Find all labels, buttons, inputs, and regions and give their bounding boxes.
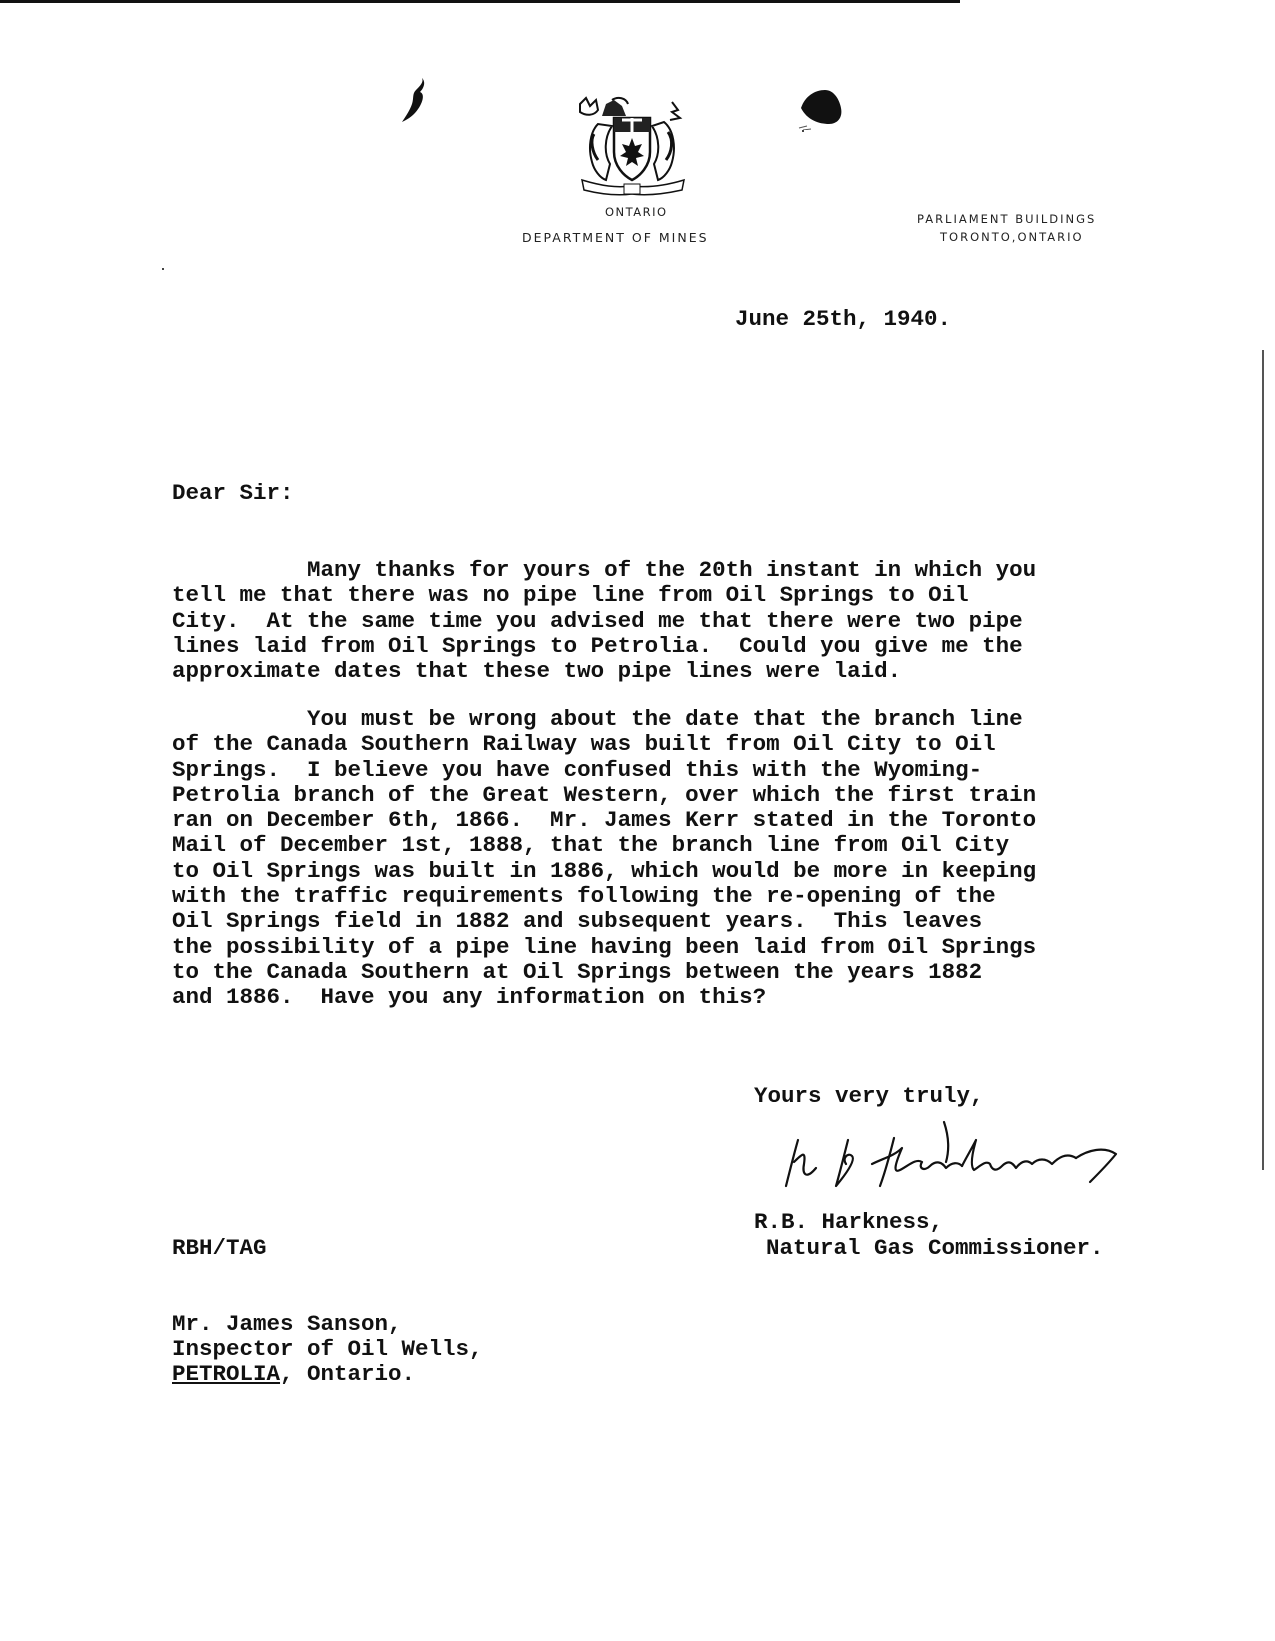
recipient-position: Inspector of Oil Wells, <box>172 1336 483 1362</box>
paragraph-line: ran on December 6th, 1866. Mr. James Kerr stated in the Toronto <box>172 807 1037 834</box>
recipient-city: PETROLIA <box>172 1361 281 1387</box>
letterhead-address-line1: PARLIAMENT BUILDINGS <box>917 212 1097 226</box>
paragraph-line: with the traffic requirements following the re-opening of the <box>172 883 996 910</box>
salutation: Dear Sir: <box>172 480 294 506</box>
paragraph-line: the possibility of a pipe line having been laid from Oil Springs <box>172 933 1037 960</box>
right-edge-shadow <box>1262 350 1264 1170</box>
letterhead-ontario: ONTARIO <box>605 205 668 219</box>
paragraph-line: approximate dates that these two pipe lines were laid. <box>172 658 902 685</box>
reference-initials: RBH/TAG <box>172 1235 267 1261</box>
paragraph-line: lines laid from Oil Springs to Petrolia. Could you give me the <box>172 632 1023 659</box>
recipient-address <box>172 1362 415 1387</box>
ink-mark-left-icon <box>400 76 434 126</box>
top-border-rule <box>0 0 960 3</box>
paragraph-line: Many thanks for yours of the 20th instant in which you <box>172 557 1037 583</box>
letterhead-department: DEPARTMENT OF MINES <box>522 230 709 245</box>
signer-name: R.B. Harkness, <box>754 1209 944 1235</box>
paragraph-line: tell me that there was no pipe line from Oil Springs to Oil <box>172 582 969 609</box>
paragraph-line: of the Canada Southern Railway was built from Oil City to Oil <box>172 731 996 758</box>
paper-speck <box>802 130 804 132</box>
closing: Yours very truly, <box>754 1083 984 1109</box>
paragraph-line: Springs. I believe you have confused this with the Wyoming- <box>172 756 983 783</box>
paragraph-line: and 1886. Have you any information on this? <box>172 984 767 1011</box>
recipient-name: Mr. James Sanson, <box>172 1311 402 1337</box>
body-paragraph-1 <box>172 558 1036 684</box>
recipient-city-suffix: , Ontario. <box>280 1361 416 1387</box>
paragraph-line: City. At the same time you advised me that there were two pipe <box>172 607 1023 634</box>
letterhead-address-line2: TORONTO,ONTARIO <box>940 230 1084 244</box>
body-paragraph-2 <box>172 707 1036 1011</box>
ink-mark-right-icon <box>797 86 845 130</box>
paragraph-line: You must be wrong about the date that the branch line <box>172 706 1023 732</box>
paper-speck <box>162 268 164 270</box>
handwritten-signature-icon <box>776 1118 1138 1208</box>
letter-date: June 25th, 1940. <box>735 306 952 332</box>
signer-title: Natural Gas Commissioner. <box>766 1235 1104 1261</box>
paragraph-line: Mail of December 1st, 1888, that the branch line from Oil City <box>172 832 1010 859</box>
paragraph-line: Petrolia branch of the Great Western, over which the first train <box>172 781 1037 808</box>
ontario-coat-of-arms-icon <box>572 94 692 204</box>
paragraph-line: to Oil Springs was built in 1886, which would be more in keeping <box>172 857 1037 884</box>
paragraph-line: Oil Springs field in 1882 and subsequent years. This leaves <box>172 908 983 935</box>
paragraph-line: to the Canada Southern at Oil Springs between the years 1882 <box>172 958 983 985</box>
